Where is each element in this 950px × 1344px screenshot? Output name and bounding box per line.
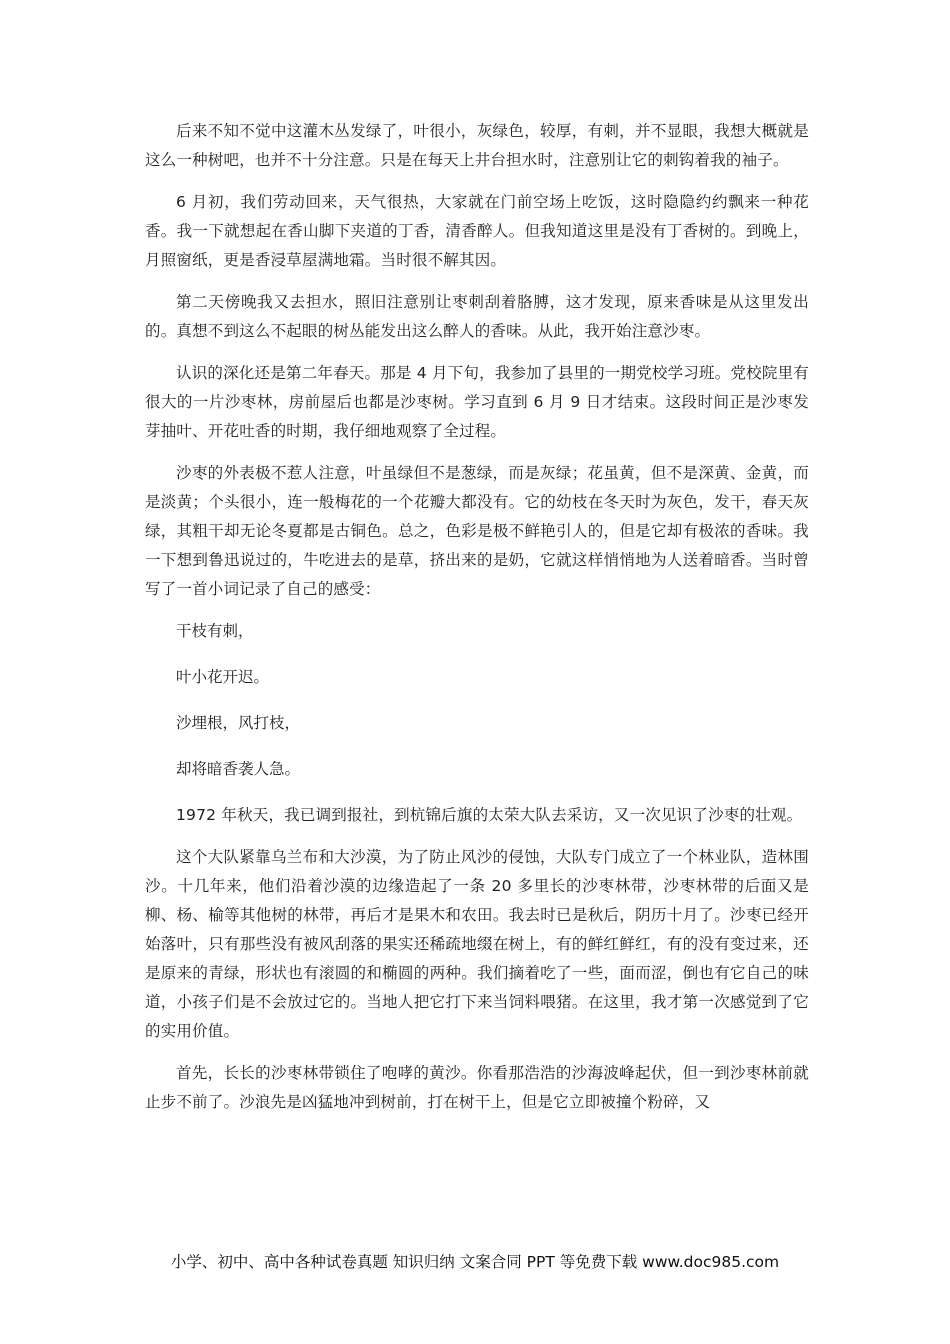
paragraph: 第二天傍晚我又去担水，照旧注意别让枣刺刮着胳膊，这才发现，原来香味是从这里发出的。真想不到这么不起眼的树丛能发出这么醉人的香味。从此，我开始注意沙枣。 [145,293,809,340]
poem-line: 沙埋根，风打枝， [176,714,301,732]
article-body [145,117,809,1130]
paragraph: 1972 年秋天，我已调到报社，到杭锦后旗的太荣大队去采访，又一次见识了沙枣的壮观。 [176,806,803,824]
paragraph: 认识的深化还是第二年春天。那是 4 月下旬，我参加了县里的一期党校学习班。党校院里有很大的一片沙枣林，房前屋后也都是沙枣树。学习直到 6 月 9 日才结束。这段时间正是沙枣发芽抽叶、开花吐香的时期，我仔细地观察了全过程。 [145,364,809,440]
paragraph: 6 月初，我们劳动回来，天气很热，大家就在门前空场上吃饭，这时隐隐约约飘来一种花香。我一下就想起在香山脚下夹道的丁香，清香醉人。但我知道这里是没有丁香树的。到晚上，月照窗纸，更是香浸草屋满地霜。当时很不解其因。 [145,193,809,269]
poem-line: 却将暗香袭人急。 [176,760,301,778]
paragraph: 后来不知不觉中这灌木丛发绿了，叶很小，灰绿色，较厚，有刺，并不显眼，我想大概就是这么一种树吧，也并不十分注意。只是在每天上井台担水时，注意别让它的刺钩着我的袖子。 [145,122,809,169]
paragraph: 这个大队紧靠乌兰布和大沙漠，为了防止风沙的侵蚀，大队专门成立了一个林业队，造林围沙。十几年来，他们沿着沙漠的边缘造起了一条 20 多里长的沙枣林带，沙枣林带的后面又是柳、杨、榆等其他树的林带，再后才是果木和农田。我去时已是秋后，阴历十月了。沙枣已经开始落叶，只有那些没有被风刮落的果实还稀疏地缀在树上，有的鲜红鲜红，有的没有变过来，还是原来的青绿，形状也有滚圆的和椭圆的两种。我们摘着吃了一些，面而涩，倒也有它自己的味道，小孩子们是不会放过它的。当地人把它打下来当饲料喂猪。在这里，我才第一次感觉到了它的实用价值。 [145,848,809,1040]
paragraph: 沙枣的外表极不惹人注意，叶虽绿但不是葱绿，而是灰绿；花虽黄，但不是深黄、金黄，而是淡黄；个头很小，连一般梅花的一个花瓣大都没有。它的幼枝在冬天时为灰色，发干，春天灰绿，其粗干却无论冬夏都是古铜色。总之，色彩是极不鲜艳引人的，但是它却有极浓的香味。我一下想到鲁迅说过的，牛吃进去的是草，挤出来的是奶，它就这样悄悄地为人送着暗香。当时曾写了一首小词记录了自己的感受： [145,464,809,598]
poem-line: 叶小花开迟。 [176,668,270,686]
poem [145,617,809,784]
poem-line: 干枝有刺， [176,622,254,640]
footer-banner: 小学、初中、高中各种试卷真题 知识归纳 文案合同 PPT 等免费下载 www.doc985.com [170,1253,780,1271]
paragraph: 首先，长长的沙枣林带锁住了咆哮的黄沙。你看那浩浩的沙海波峰起伏，但一到沙枣林前就止步不前了。沙浪先是凶猛地冲到树前，打在树干上，但是它立即被撞个粉碎，又 [145,1064,809,1111]
